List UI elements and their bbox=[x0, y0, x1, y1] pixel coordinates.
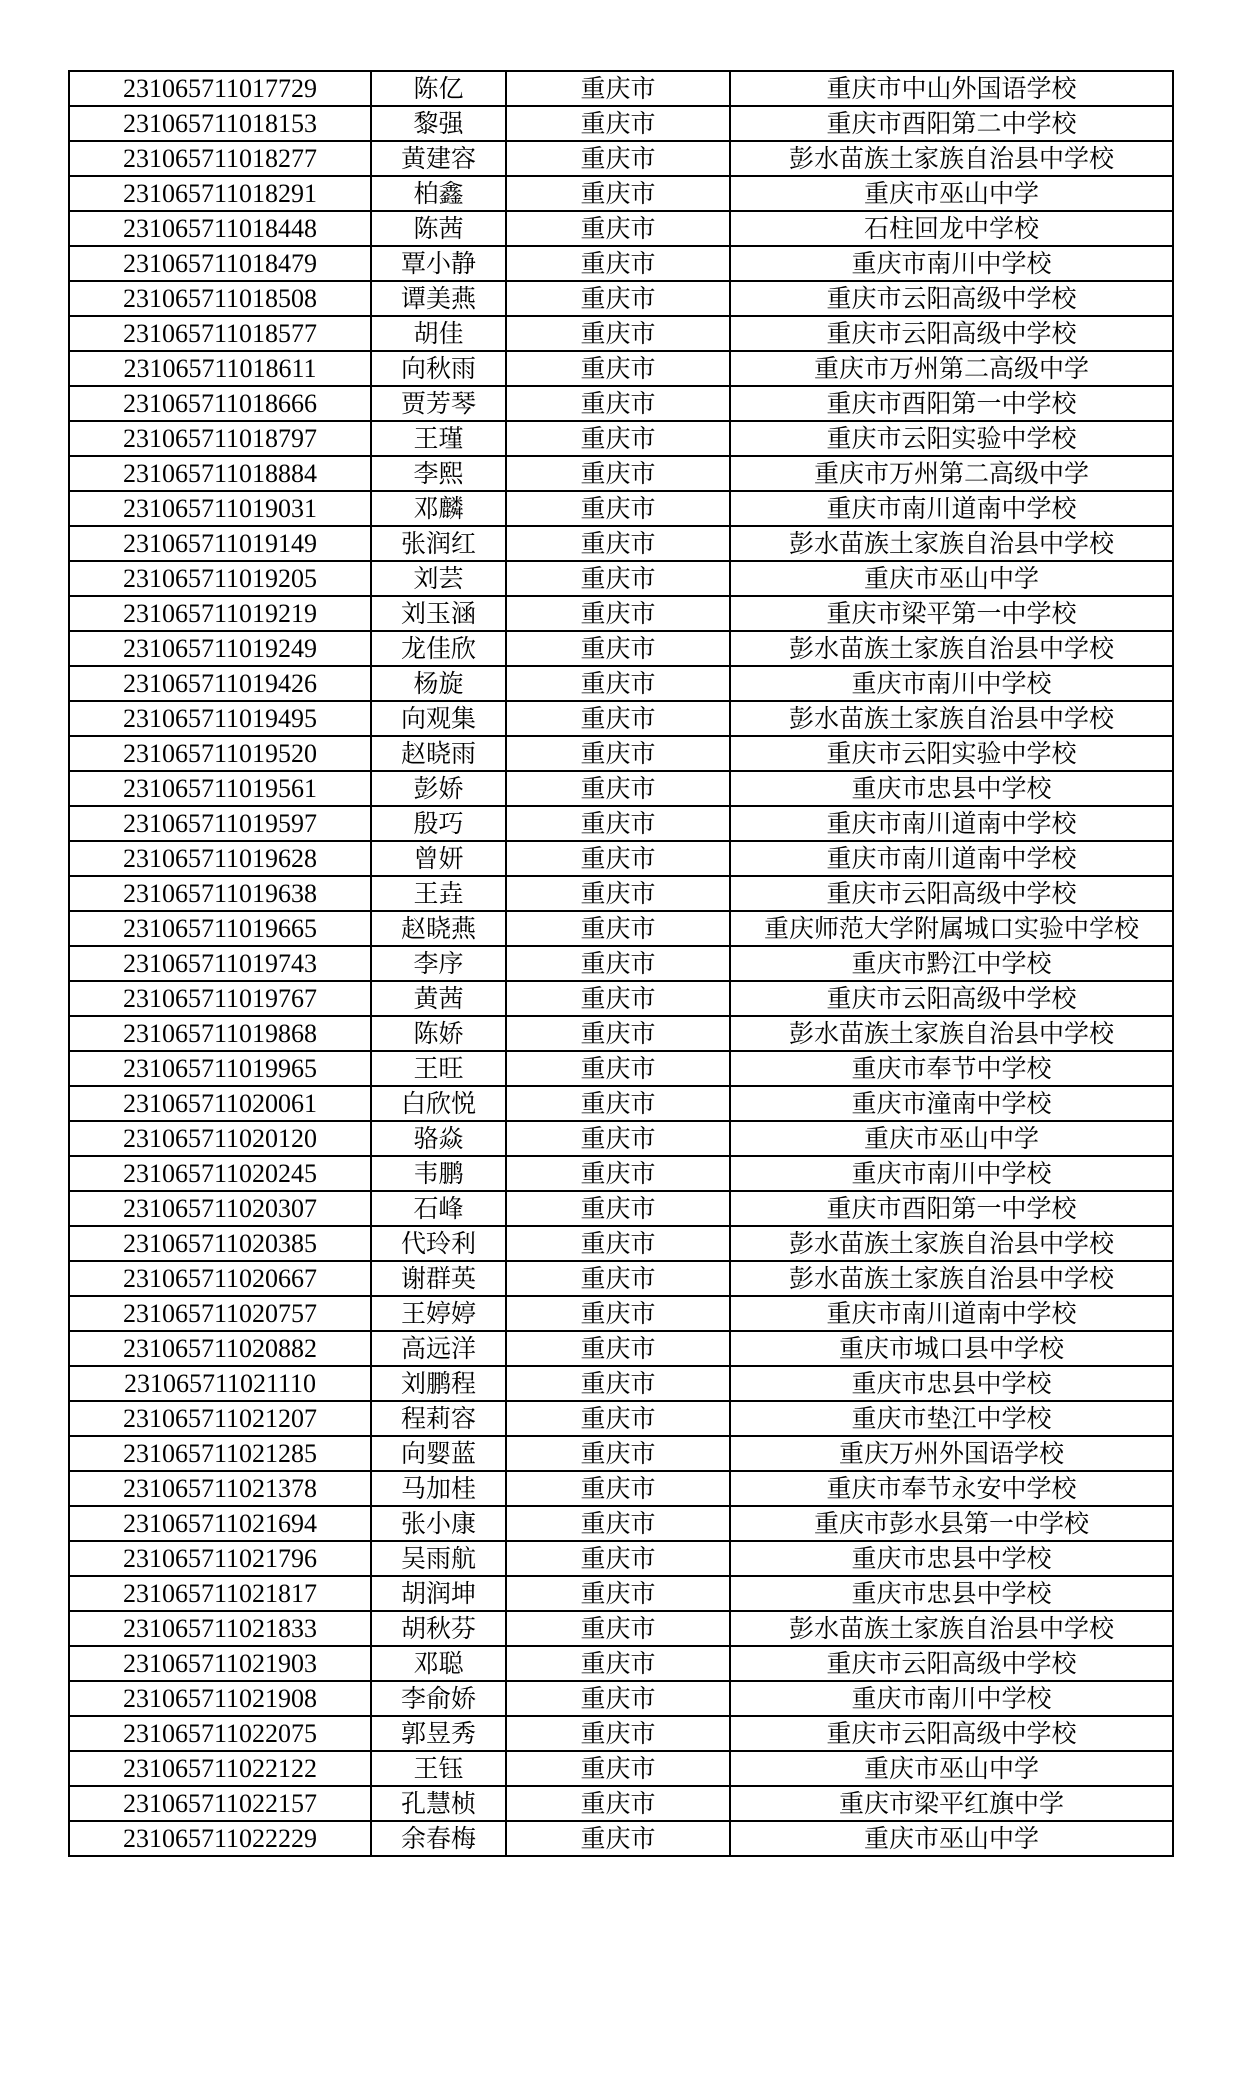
table-row bbox=[69, 281, 1173, 316]
city-cell: 重庆市 bbox=[506, 316, 730, 351]
city-cell: 重庆市 bbox=[506, 946, 730, 981]
candidate-id-cell: 231065711018666 bbox=[69, 386, 371, 421]
name-cell: 陈茜 bbox=[371, 211, 506, 246]
table-row bbox=[69, 386, 1173, 421]
table-row bbox=[69, 1786, 1173, 1821]
table-row bbox=[69, 1401, 1173, 1436]
table-row bbox=[69, 1331, 1173, 1366]
table-row bbox=[69, 1506, 1173, 1541]
candidate-id-cell: 231065711018153 bbox=[69, 106, 371, 141]
city-cell: 重庆市 bbox=[506, 1681, 730, 1716]
name-cell: 张小康 bbox=[371, 1506, 506, 1541]
roster-table bbox=[68, 70, 1174, 1857]
table-row bbox=[69, 946, 1173, 981]
city-cell: 重庆市 bbox=[506, 1016, 730, 1051]
name-cell: 张润红 bbox=[371, 526, 506, 561]
table-row bbox=[69, 1541, 1173, 1576]
candidate-id-cell: 231065711018611 bbox=[69, 351, 371, 386]
table-row bbox=[69, 876, 1173, 911]
candidate-id-cell: 231065711019767 bbox=[69, 981, 371, 1016]
school-cell: 重庆市酉阳第一中学校 bbox=[730, 386, 1173, 421]
table-row bbox=[69, 1821, 1173, 1856]
city-cell: 重庆市 bbox=[506, 1331, 730, 1366]
candidate-id-cell: 231065711019219 bbox=[69, 596, 371, 631]
candidate-id-cell: 231065711020245 bbox=[69, 1156, 371, 1191]
name-cell: 吴雨航 bbox=[371, 1541, 506, 1576]
school-cell: 重庆市潼南中学校 bbox=[730, 1086, 1173, 1121]
table-row bbox=[69, 1296, 1173, 1331]
name-cell: 韦鹏 bbox=[371, 1156, 506, 1191]
school-cell: 重庆市中山外国语学校 bbox=[730, 71, 1173, 106]
name-cell: 贾芳琴 bbox=[371, 386, 506, 421]
candidate-id-cell: 231065711019638 bbox=[69, 876, 371, 911]
city-cell: 重庆市 bbox=[506, 211, 730, 246]
school-cell: 重庆市云阳高级中学校 bbox=[730, 1716, 1173, 1751]
table-row bbox=[69, 1471, 1173, 1506]
city-cell: 重庆市 bbox=[506, 1401, 730, 1436]
city-cell: 重庆市 bbox=[506, 1576, 730, 1611]
candidate-id-cell: 231065711018479 bbox=[69, 246, 371, 281]
candidate-id-cell: 231065711022157 bbox=[69, 1786, 371, 1821]
school-cell: 彭水苗族土家族自治县中学校 bbox=[730, 701, 1173, 736]
name-cell: 刘芸 bbox=[371, 561, 506, 596]
city-cell: 重庆市 bbox=[506, 141, 730, 176]
school-cell: 石柱回龙中学校 bbox=[730, 211, 1173, 246]
name-cell: 骆焱 bbox=[371, 1121, 506, 1156]
candidate-id-cell: 231065711022075 bbox=[69, 1716, 371, 1751]
table-row bbox=[69, 1016, 1173, 1051]
school-cell: 重庆市云阳高级中学校 bbox=[730, 281, 1173, 316]
school-cell: 重庆市南川道南中学校 bbox=[730, 841, 1173, 876]
name-cell: 余春梅 bbox=[371, 1821, 506, 1856]
candidate-id-cell: 231065711020061 bbox=[69, 1086, 371, 1121]
candidate-id-cell: 231065711019597 bbox=[69, 806, 371, 841]
school-cell: 重庆市云阳实验中学校 bbox=[730, 421, 1173, 456]
table-row bbox=[69, 491, 1173, 526]
candidate-id-cell: 231065711019205 bbox=[69, 561, 371, 596]
table-row bbox=[69, 211, 1173, 246]
table-row bbox=[69, 1366, 1173, 1401]
name-cell: 柏鑫 bbox=[371, 176, 506, 211]
city-cell: 重庆市 bbox=[506, 386, 730, 421]
table-row bbox=[69, 351, 1173, 386]
table-row bbox=[69, 526, 1173, 561]
school-cell: 重庆师范大学附属城口实验中学校 bbox=[730, 911, 1173, 946]
table-row bbox=[69, 1716, 1173, 1751]
candidate-id-cell: 231065711018448 bbox=[69, 211, 371, 246]
city-cell: 重庆市 bbox=[506, 1436, 730, 1471]
city-cell: 重庆市 bbox=[506, 526, 730, 561]
table-row bbox=[69, 176, 1173, 211]
school-cell: 重庆市云阳实验中学校 bbox=[730, 736, 1173, 771]
candidate-id-cell: 231065711020307 bbox=[69, 1191, 371, 1226]
name-cell: 黄建容 bbox=[371, 141, 506, 176]
candidate-id-cell: 231065711021796 bbox=[69, 1541, 371, 1576]
city-cell: 重庆市 bbox=[506, 71, 730, 106]
school-cell: 重庆万州外国语学校 bbox=[730, 1436, 1173, 1471]
city-cell: 重庆市 bbox=[506, 281, 730, 316]
candidate-id-cell: 231065711018577 bbox=[69, 316, 371, 351]
school-cell: 重庆市忠县中学校 bbox=[730, 1576, 1173, 1611]
name-cell: 李序 bbox=[371, 946, 506, 981]
name-cell: 李俞娇 bbox=[371, 1681, 506, 1716]
candidate-id-cell: 231065711022229 bbox=[69, 1821, 371, 1856]
table-row bbox=[69, 666, 1173, 701]
school-cell: 重庆市云阳高级中学校 bbox=[730, 876, 1173, 911]
name-cell: 王婷婷 bbox=[371, 1296, 506, 1331]
city-cell: 重庆市 bbox=[506, 246, 730, 281]
table-row bbox=[69, 1611, 1173, 1646]
candidate-id-cell: 231065711021908 bbox=[69, 1681, 371, 1716]
table-row bbox=[69, 1436, 1173, 1471]
name-cell: 向婴蓝 bbox=[371, 1436, 506, 1471]
candidate-id-cell: 231065711020882 bbox=[69, 1331, 371, 1366]
candidate-id-cell: 231065711019665 bbox=[69, 911, 371, 946]
city-cell: 重庆市 bbox=[506, 106, 730, 141]
table-row bbox=[69, 631, 1173, 666]
city-cell: 重庆市 bbox=[506, 1366, 730, 1401]
city-cell: 重庆市 bbox=[506, 1786, 730, 1821]
city-cell: 重庆市 bbox=[506, 1821, 730, 1856]
city-cell: 重庆市 bbox=[506, 1261, 730, 1296]
school-cell: 彭水苗族土家族自治县中学校 bbox=[730, 141, 1173, 176]
name-cell: 刘鹏程 bbox=[371, 1366, 506, 1401]
candidate-id-cell: 231065711022122 bbox=[69, 1751, 371, 1786]
name-cell: 黎强 bbox=[371, 106, 506, 141]
name-cell: 代玲利 bbox=[371, 1226, 506, 1261]
table-row bbox=[69, 841, 1173, 876]
candidate-id-cell: 231065711021694 bbox=[69, 1506, 371, 1541]
candidate-id-cell: 231065711019868 bbox=[69, 1016, 371, 1051]
name-cell: 覃小静 bbox=[371, 246, 506, 281]
school-cell: 重庆市酉阳第二中学校 bbox=[730, 106, 1173, 141]
school-cell: 重庆市黔江中学校 bbox=[730, 946, 1173, 981]
school-cell: 重庆市巫山中学 bbox=[730, 176, 1173, 211]
candidate-id-cell: 231065711021817 bbox=[69, 1576, 371, 1611]
school-cell: 彭水苗族土家族自治县中学校 bbox=[730, 1226, 1173, 1261]
school-cell: 重庆市彭水县第一中学校 bbox=[730, 1506, 1173, 1541]
candidate-id-cell: 231065711019561 bbox=[69, 771, 371, 806]
candidate-id-cell: 231065711021285 bbox=[69, 1436, 371, 1471]
name-cell: 刘玉涵 bbox=[371, 596, 506, 631]
table-row bbox=[69, 106, 1173, 141]
name-cell: 谭美燕 bbox=[371, 281, 506, 316]
city-cell: 重庆市 bbox=[506, 736, 730, 771]
candidate-id-cell: 231065711021378 bbox=[69, 1471, 371, 1506]
table-row bbox=[69, 1681, 1173, 1716]
name-cell: 白欣悦 bbox=[371, 1086, 506, 1121]
table-row bbox=[69, 911, 1173, 946]
school-cell: 重庆市南川道南中学校 bbox=[730, 806, 1173, 841]
table-row bbox=[69, 316, 1173, 351]
candidate-id-cell: 231065711020667 bbox=[69, 1261, 371, 1296]
candidate-id-cell: 231065711021110 bbox=[69, 1366, 371, 1401]
name-cell: 向观集 bbox=[371, 701, 506, 736]
name-cell: 胡润坤 bbox=[371, 1576, 506, 1611]
table-row bbox=[69, 596, 1173, 631]
name-cell: 邓聪 bbox=[371, 1646, 506, 1681]
school-cell: 重庆市云阳高级中学校 bbox=[730, 316, 1173, 351]
city-cell: 重庆市 bbox=[506, 176, 730, 211]
table-row bbox=[69, 1051, 1173, 1086]
city-cell: 重庆市 bbox=[506, 1156, 730, 1191]
city-cell: 重庆市 bbox=[506, 561, 730, 596]
table-row bbox=[69, 71, 1173, 106]
table-row bbox=[69, 1261, 1173, 1296]
city-cell: 重庆市 bbox=[506, 1296, 730, 1331]
school-cell: 重庆市南川道南中学校 bbox=[730, 1296, 1173, 1331]
school-cell: 重庆市南川中学校 bbox=[730, 246, 1173, 281]
city-cell: 重庆市 bbox=[506, 1506, 730, 1541]
school-cell: 彭水苗族土家族自治县中学校 bbox=[730, 526, 1173, 561]
city-cell: 重庆市 bbox=[506, 421, 730, 456]
city-cell: 重庆市 bbox=[506, 771, 730, 806]
school-cell: 重庆市云阳高级中学校 bbox=[730, 981, 1173, 1016]
city-cell: 重庆市 bbox=[506, 1226, 730, 1261]
school-cell: 重庆市梁平红旗中学 bbox=[730, 1786, 1173, 1821]
school-cell: 重庆市巫山中学 bbox=[730, 1121, 1173, 1156]
name-cell: 高远洋 bbox=[371, 1331, 506, 1366]
name-cell: 邓麟 bbox=[371, 491, 506, 526]
candidate-id-cell: 231065711021903 bbox=[69, 1646, 371, 1681]
candidate-id-cell: 231065711018884 bbox=[69, 456, 371, 491]
roster-table-body bbox=[69, 71, 1173, 1856]
school-cell: 重庆市万州第二高级中学 bbox=[730, 456, 1173, 491]
table-row bbox=[69, 1646, 1173, 1681]
candidate-id-cell: 231065711019031 bbox=[69, 491, 371, 526]
table-row bbox=[69, 771, 1173, 806]
school-cell: 彭水苗族土家族自治县中学校 bbox=[730, 631, 1173, 666]
school-cell: 彭水苗族土家族自治县中学校 bbox=[730, 1016, 1173, 1051]
school-cell: 重庆市南川中学校 bbox=[730, 1156, 1173, 1191]
name-cell: 程莉容 bbox=[371, 1401, 506, 1436]
school-cell: 重庆市酉阳第一中学校 bbox=[730, 1191, 1173, 1226]
city-cell: 重庆市 bbox=[506, 1541, 730, 1576]
table-row bbox=[69, 701, 1173, 736]
name-cell: 陈娇 bbox=[371, 1016, 506, 1051]
city-cell: 重庆市 bbox=[506, 1121, 730, 1156]
city-cell: 重庆市 bbox=[506, 1191, 730, 1226]
city-cell: 重庆市 bbox=[506, 1716, 730, 1751]
candidate-id-cell: 231065711019965 bbox=[69, 1051, 371, 1086]
name-cell: 马加桂 bbox=[371, 1471, 506, 1506]
candidate-id-cell: 231065711019495 bbox=[69, 701, 371, 736]
name-cell: 石峰 bbox=[371, 1191, 506, 1226]
name-cell: 孔慧桢 bbox=[371, 1786, 506, 1821]
candidate-id-cell: 231065711018277 bbox=[69, 141, 371, 176]
table-row bbox=[69, 1086, 1173, 1121]
table-row bbox=[69, 981, 1173, 1016]
name-cell: 郭昱秀 bbox=[371, 1716, 506, 1751]
table-row bbox=[69, 1121, 1173, 1156]
city-cell: 重庆市 bbox=[506, 911, 730, 946]
name-cell: 谢群英 bbox=[371, 1261, 506, 1296]
table-row bbox=[69, 246, 1173, 281]
school-cell: 重庆市万州第二高级中学 bbox=[730, 351, 1173, 386]
table-row bbox=[69, 1156, 1173, 1191]
name-cell: 殷巧 bbox=[371, 806, 506, 841]
candidate-id-cell: 231065711020385 bbox=[69, 1226, 371, 1261]
table-row bbox=[69, 1191, 1173, 1226]
school-cell: 重庆市奉节永安中学校 bbox=[730, 1471, 1173, 1506]
school-cell: 重庆市云阳高级中学校 bbox=[730, 1646, 1173, 1681]
city-cell: 重庆市 bbox=[506, 351, 730, 386]
name-cell: 赵晓燕 bbox=[371, 911, 506, 946]
school-cell: 重庆市巫山中学 bbox=[730, 561, 1173, 596]
table-row bbox=[69, 1576, 1173, 1611]
city-cell: 重庆市 bbox=[506, 491, 730, 526]
name-cell: 黄茜 bbox=[371, 981, 506, 1016]
candidate-id-cell: 231065711018508 bbox=[69, 281, 371, 316]
candidate-id-cell: 231065711019426 bbox=[69, 666, 371, 701]
name-cell: 李熙 bbox=[371, 456, 506, 491]
name-cell: 王旺 bbox=[371, 1051, 506, 1086]
table-row bbox=[69, 141, 1173, 176]
school-cell: 重庆市忠县中学校 bbox=[730, 1366, 1173, 1401]
name-cell: 王垚 bbox=[371, 876, 506, 911]
candidate-id-cell: 231065711019249 bbox=[69, 631, 371, 666]
table-row bbox=[69, 806, 1173, 841]
name-cell: 陈亿 bbox=[371, 71, 506, 106]
candidate-id-cell: 231065711020120 bbox=[69, 1121, 371, 1156]
candidate-id-cell: 231065711018291 bbox=[69, 176, 371, 211]
name-cell: 彭娇 bbox=[371, 771, 506, 806]
city-cell: 重庆市 bbox=[506, 1471, 730, 1506]
school-cell: 彭水苗族土家族自治县中学校 bbox=[730, 1611, 1173, 1646]
city-cell: 重庆市 bbox=[506, 1086, 730, 1121]
candidate-id-cell: 231065711020757 bbox=[69, 1296, 371, 1331]
city-cell: 重庆市 bbox=[506, 1051, 730, 1086]
city-cell: 重庆市 bbox=[506, 876, 730, 911]
name-cell: 赵晓雨 bbox=[371, 736, 506, 771]
school-cell: 重庆市巫山中学 bbox=[730, 1821, 1173, 1856]
candidate-id-cell: 231065711019149 bbox=[69, 526, 371, 561]
candidate-id-cell: 231065711017729 bbox=[69, 71, 371, 106]
name-cell: 胡佳 bbox=[371, 316, 506, 351]
city-cell: 重庆市 bbox=[506, 806, 730, 841]
name-cell: 王钰 bbox=[371, 1751, 506, 1786]
table-row bbox=[69, 456, 1173, 491]
school-cell: 重庆市城口县中学校 bbox=[730, 1331, 1173, 1366]
school-cell: 重庆市忠县中学校 bbox=[730, 771, 1173, 806]
city-cell: 重庆市 bbox=[506, 456, 730, 491]
candidate-id-cell: 231065711021833 bbox=[69, 1611, 371, 1646]
school-cell: 重庆市南川中学校 bbox=[730, 1681, 1173, 1716]
city-cell: 重庆市 bbox=[506, 1611, 730, 1646]
city-cell: 重庆市 bbox=[506, 981, 730, 1016]
school-cell: 重庆市垫江中学校 bbox=[730, 1401, 1173, 1436]
city-cell: 重庆市 bbox=[506, 631, 730, 666]
school-cell: 重庆市巫山中学 bbox=[730, 1751, 1173, 1786]
school-cell: 重庆市梁平第一中学校 bbox=[730, 596, 1173, 631]
candidate-id-cell: 231065711019743 bbox=[69, 946, 371, 981]
name-cell: 曾妍 bbox=[371, 841, 506, 876]
table-row bbox=[69, 1226, 1173, 1261]
city-cell: 重庆市 bbox=[506, 596, 730, 631]
table-row bbox=[69, 736, 1173, 771]
name-cell: 杨旋 bbox=[371, 666, 506, 701]
school-cell: 重庆市南川道南中学校 bbox=[730, 491, 1173, 526]
name-cell: 向秋雨 bbox=[371, 351, 506, 386]
candidate-id-cell: 231065711019628 bbox=[69, 841, 371, 876]
name-cell: 王瑾 bbox=[371, 421, 506, 456]
city-cell: 重庆市 bbox=[506, 701, 730, 736]
table-row bbox=[69, 561, 1173, 596]
school-cell: 重庆市奉节中学校 bbox=[730, 1051, 1173, 1086]
candidate-id-cell: 231065711021207 bbox=[69, 1401, 371, 1436]
city-cell: 重庆市 bbox=[506, 841, 730, 876]
school-cell: 重庆市忠县中学校 bbox=[730, 1541, 1173, 1576]
name-cell: 龙佳欣 bbox=[371, 631, 506, 666]
candidate-id-cell: 231065711018797 bbox=[69, 421, 371, 456]
city-cell: 重庆市 bbox=[506, 1751, 730, 1786]
candidate-id-cell: 231065711019520 bbox=[69, 736, 371, 771]
school-cell: 彭水苗族土家族自治县中学校 bbox=[730, 1261, 1173, 1296]
table-row bbox=[69, 421, 1173, 456]
school-cell: 重庆市南川中学校 bbox=[730, 666, 1173, 701]
city-cell: 重庆市 bbox=[506, 1646, 730, 1681]
city-cell: 重庆市 bbox=[506, 666, 730, 701]
table-row bbox=[69, 1751, 1173, 1786]
name-cell: 胡秋芬 bbox=[371, 1611, 506, 1646]
